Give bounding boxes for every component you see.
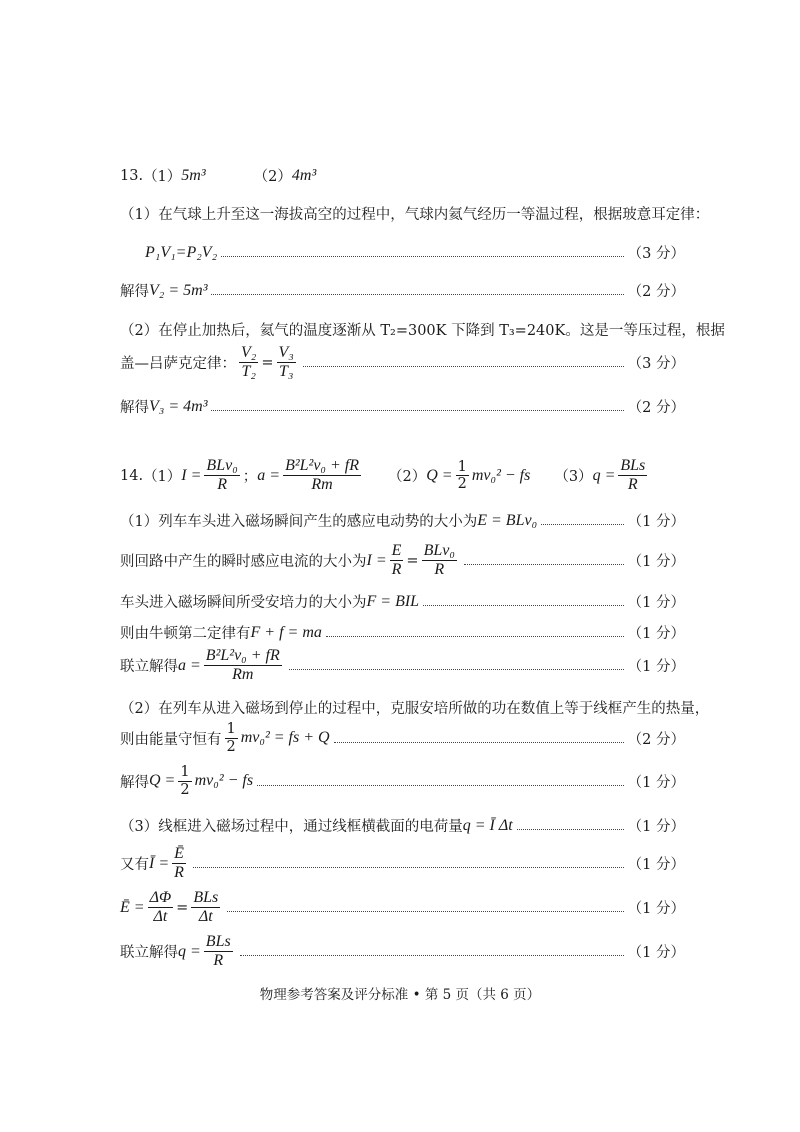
q14-line-5: 联立解得 a = $\frac{\text{B²L²v₀ + fR}}{Rm}$ （1 分）	[120, 647, 685, 684]
q14-header: 14. （1） I = $\frac{\text{BLv₀}}{R}$ ； a = $\frac{\text{B²L²v₀ + fR}}{Rm}$ （2） Q = $\frac{1}{2}$ mv₀² − fs （3） q = $\frac{\text{BLs}}{R}$	[120, 457, 646, 494]
dot-leader	[221, 256, 624, 257]
fraction: $\frac{E}{R}$	[391, 542, 402, 579]
fraction: $\frac{1}{2}$	[457, 458, 467, 493]
q13-eq2: 解得 V₂ = 5m³ （2 分）	[120, 281, 685, 300]
q13-eq3: 盖—吕萨克定律： $\frac{\text{V₂}}{\text{T₂}}$ = $\frac{\text{V₃}}{\text{T₃}}$ （3 分）	[120, 344, 685, 381]
fraction: $\frac{\Delta\Phi}{\Delta t}$	[149, 889, 172, 926]
fraction: $\frac{\text{V₂}}{\text{T₂}}$	[241, 344, 257, 381]
q14-line-11: 联立解得 q = $\frac{\text{BLs}}{R}$ （1 分）	[120, 933, 685, 970]
score: （2 分）	[627, 400, 685, 416]
score: （3 分）	[627, 246, 685, 262]
score: （1 分）	[627, 819, 685, 835]
dot-leader	[211, 410, 623, 411]
q13-intro-1: （1）在气球上升至这一海拔高空的过程中，气球内氦气经历一等温过程，根据玻意耳定律：	[120, 207, 710, 223]
q13-answer-1: 5m³	[181, 166, 206, 184]
q14-number: 14.	[120, 467, 144, 484]
score: （1 分）	[627, 595, 685, 611]
dot-leader	[517, 829, 624, 830]
fraction: $\frac{\text{BLv₀}}{R}$	[423, 542, 455, 579]
q14-line-10: Ē = $\frac{\Delta\Phi}{\Delta t}$ = $\frac{\text{BLs}}{\Delta t}$ （1 分）	[120, 889, 685, 926]
page-footer: 物理参考答案及评分标准 • 第 5 页（共 6 页）	[259, 987, 541, 1003]
dot-leader	[326, 636, 624, 637]
q14-line-6: 则由能量守恒有 $\frac{1}{2}$ mv₀² = fs + Q （2 分）	[120, 721, 685, 755]
fraction: $\frac{\text{BLv₀}}{R}$	[206, 457, 238, 494]
fraction: $\frac{1}{2}$	[180, 764, 190, 798]
dot-leader	[240, 955, 624, 956]
q14-line-4: 则由牛顿第二定律有 F + f = ma （1 分）	[120, 623, 685, 642]
dot-leader	[423, 605, 624, 606]
q13-eq1: P₁V₁=P₂V₂ （3 分）	[145, 243, 685, 262]
q14-line-3: 车头进入磁场瞬间所受安培力的大小为 F = BIL （1 分）	[120, 592, 685, 611]
fraction: $\frac{\text{BLs}}{\Delta t}$	[193, 889, 219, 926]
q13-intro-2: （2）在停止加热后，氦气的温度逐渐从 T₂=300K 下降到 T₃=240K。这是一等压过程，根据	[120, 323, 725, 339]
fraction: $\frac{\text{B²L²v₀ + fR}}{Rm}$	[205, 647, 280, 684]
q14-line-7: 解得 Q = $\frac{1}{2}$ mv₀² − fs （1 分）	[120, 764, 685, 798]
fraction: $\frac{Ē}{R}$	[174, 845, 184, 882]
score: （1 分）	[627, 514, 685, 530]
dot-leader	[193, 867, 624, 868]
score: （1 分）	[627, 659, 685, 676]
q13-number: 13.	[120, 167, 144, 184]
q13-header: 13. （1） 5m³ （2） 4m³	[120, 166, 317, 185]
fraction: $\frac{\text{BLs}}{R}$	[620, 457, 646, 494]
dot-leader	[227, 911, 623, 912]
dot-leader	[211, 294, 623, 295]
dot-leader	[334, 742, 624, 743]
score: （3 分）	[627, 356, 685, 373]
fraction: $\frac{\text{B²L²v₀ + fR}}{Rm}$	[285, 457, 360, 494]
dot-leader	[289, 669, 624, 670]
score: （1 分）	[627, 945, 685, 962]
score: （1 分）	[627, 857, 685, 874]
q14-line-1: （1）列车车头进入磁场瞬间产生的感应电动势的大小为 E = BLv₀ （1 分）	[120, 511, 685, 530]
score: （1 分）	[627, 554, 685, 571]
q13-eq4: 解得 V₃ = 4m³ （2 分）	[120, 397, 685, 416]
q14-line-9: 又有 Ī = $\frac{Ē}{R}$ （1 分）	[120, 845, 685, 882]
dot-leader	[303, 366, 624, 367]
score: （1 分）	[627, 774, 685, 791]
q14-intro-2: （2）在列车从进入磁场到停止的过程中，克服安培所做的功在数值上等于线框产生的热量，	[120, 701, 710, 717]
q13-answer-2: 4m³	[291, 166, 317, 184]
dot-leader	[464, 564, 624, 565]
q14-line-8: （3）线框进入磁场过程中，通过线框横截面的电荷量 q = Ī Δt （1 分）	[120, 816, 685, 835]
fraction: $\frac{1}{2}$	[226, 721, 236, 755]
score: （2 分）	[627, 284, 685, 300]
score: （1 分）	[627, 901, 685, 918]
dot-leader	[541, 524, 624, 525]
fraction: $\frac{\text{V₃}}{\text{T₃}}$	[278, 344, 294, 381]
q14-line-2: 则回路中产生的瞬时感应电流的大小为 I = $\frac{E}{R}$ = $\frac{\text{BLv₀}}{R}$ （1 分）	[120, 542, 685, 579]
dot-leader	[257, 785, 624, 786]
score: （2 分）	[627, 731, 685, 748]
score: （1 分）	[627, 626, 685, 642]
fraction: $\frac{\text{BLs}}{R}$	[205, 933, 231, 970]
